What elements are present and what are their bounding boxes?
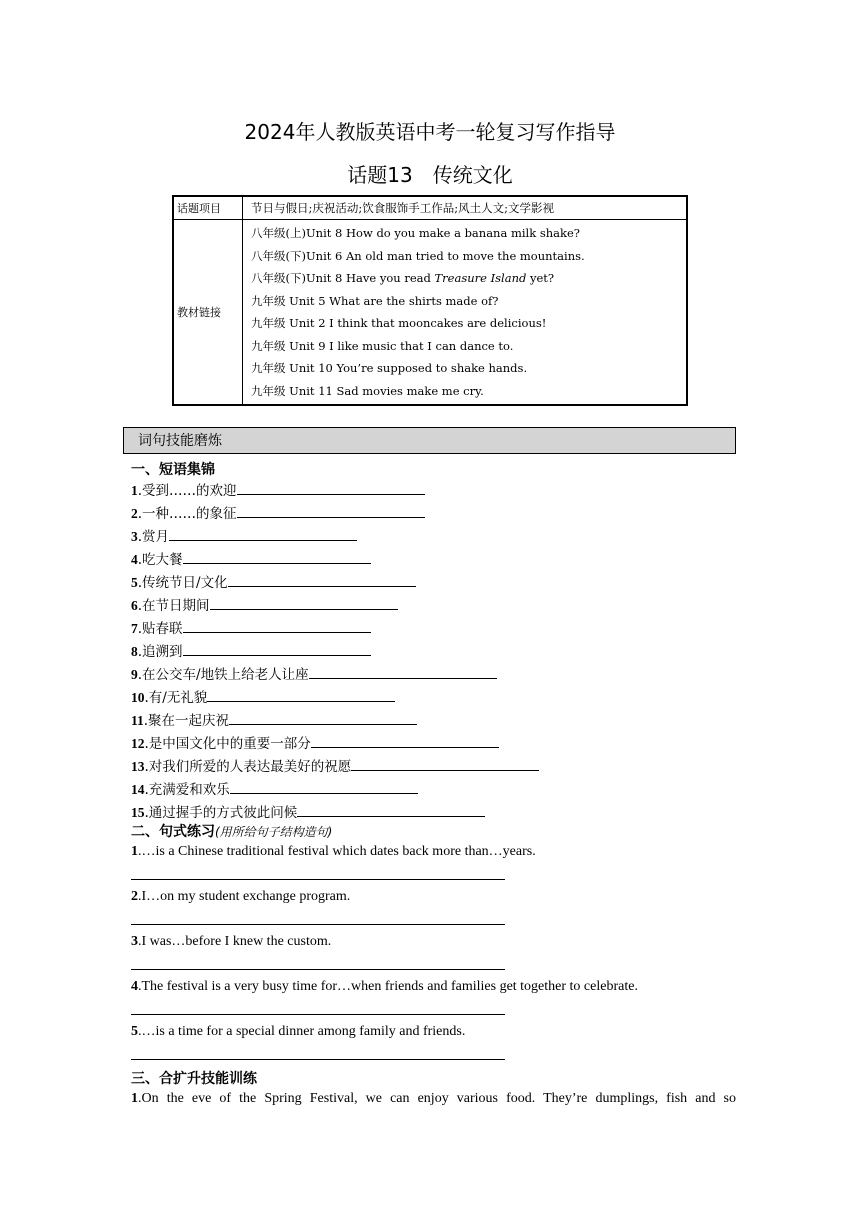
- sentence-prompt: 3.I was…before I knew the custom.: [131, 934, 332, 949]
- link-item: 九年级 Unit 5 What are the shirts made of?: [251, 293, 499, 308]
- topic-info-table: [172, 195, 688, 406]
- section2-note: (用所给句子结构造句): [215, 825, 333, 839]
- answer-line[interactable]: [131, 924, 505, 925]
- phrase-item: 4.吃大餐: [131, 549, 371, 569]
- answer-blank[interactable]: [228, 572, 416, 587]
- link-item: 八年级(下)Unit 8 Have you read Treasure Island yet?: [251, 271, 555, 285]
- answer-line[interactable]: [131, 1059, 505, 1060]
- answer-blank[interactable]: [169, 526, 357, 541]
- link-item: 九年级 Unit 9 I like music that I can dance to.: [251, 338, 514, 353]
- answer-blank[interactable]: [351, 756, 539, 771]
- section3-heading: 三、合扩升技能训练: [131, 1071, 257, 1087]
- answer-blank[interactable]: [183, 641, 371, 656]
- links-list: [243, 220, 688, 406]
- topic-value: 节日与假日;庆祝活动;饮食服饰手工作品;风土人文;文学影视: [243, 196, 688, 220]
- answer-blank[interactable]: [309, 664, 497, 679]
- link-item: 九年级 Unit 11 Sad movies make me cry.: [251, 383, 484, 398]
- phrase-item: 5.传统节日/文化: [131, 572, 416, 592]
- section2-heading: 二、句式练习(用所给句子结构造句): [131, 824, 333, 840]
- document-title: 2024年人教版英语中考一轮复习写作指导: [244, 120, 616, 144]
- phrase-item: 8.追溯到: [131, 641, 371, 661]
- sentence-prompt: 1.…is a Chinese traditional festival which dates back more than…years.: [131, 844, 536, 859]
- book-title: Treasure Island: [434, 271, 527, 285]
- textbook-links-row: [173, 220, 687, 406]
- topic-row: [173, 196, 687, 220]
- link-item: 八年级(上)Unit 8 How do you make a banana milk shake?: [251, 226, 580, 240]
- answer-blank[interactable]: [297, 802, 485, 817]
- exercise-paragraph: 1.On the eve of the Spring Festival, we can enjoy various food. They’re dumplings, fish and so: [131, 1091, 736, 1106]
- sentence-prompt: 4.The festival is a very busy time for…when friends and families get together to celebrate.: [131, 979, 638, 994]
- answer-blank[interactable]: [207, 687, 395, 702]
- answer-blank[interactable]: [237, 503, 425, 518]
- phrase-item: 7.贴春联: [131, 618, 371, 638]
- answer-blank[interactable]: [183, 549, 371, 564]
- phrase-item: 2.一种……的象征: [131, 503, 425, 523]
- answer-blank[interactable]: [311, 733, 499, 748]
- section1-heading: 一、短语集锦: [131, 462, 215, 478]
- link-item: 九年级 Unit 10 You’re supposed to shake hands.: [251, 361, 528, 375]
- topic-label: 话题项目: [173, 196, 243, 220]
- answer-line[interactable]: [131, 1014, 505, 1015]
- phrase-item: 13.对我们所爱的人表达最美好的祝愿: [131, 756, 539, 776]
- topic-subtitle: 话题13 传统文化: [347, 163, 513, 187]
- sentence-prompt: 5.…is a time for a special dinner among family and friends.: [131, 1024, 466, 1039]
- phrase-item: 10.有/无礼貌: [131, 687, 395, 707]
- phrase-item: 14.充满爱和欢乐: [131, 779, 418, 799]
- answer-blank[interactable]: [210, 595, 398, 610]
- phrase-item: 1.受到……的欢迎: [131, 480, 425, 500]
- phrase-item: 12.是中国文化中的重要一部分: [131, 733, 499, 753]
- answer-blank[interactable]: [230, 779, 418, 794]
- phrase-item: 11.聚在一起庆祝: [131, 710, 417, 730]
- link-item: 八年级(下)Unit 6 An old man tried to move the mountains.: [251, 248, 585, 263]
- section-banner: 词句技能磨炼: [123, 427, 736, 454]
- answer-blank[interactable]: [183, 618, 371, 633]
- answer-blank[interactable]: [229, 710, 417, 725]
- link-item: 九年级 Unit 2 I think that mooncakes are delicious!: [251, 316, 547, 330]
- links-label: 教材链接: [173, 220, 243, 406]
- answer-line[interactable]: [131, 969, 505, 970]
- phrase-item: 6.在节日期间: [131, 595, 398, 615]
- phrase-item: 15.通过握手的方式彼此问候: [131, 802, 485, 822]
- answer-line[interactable]: [131, 879, 505, 880]
- answer-blank[interactable]: [237, 480, 425, 495]
- sentence-prompt: 2.I…on my student exchange program.: [131, 889, 351, 904]
- phrase-item: 3.赏月: [131, 526, 357, 546]
- phrase-item: 9.在公交车/地铁上给老人让座: [131, 664, 497, 684]
